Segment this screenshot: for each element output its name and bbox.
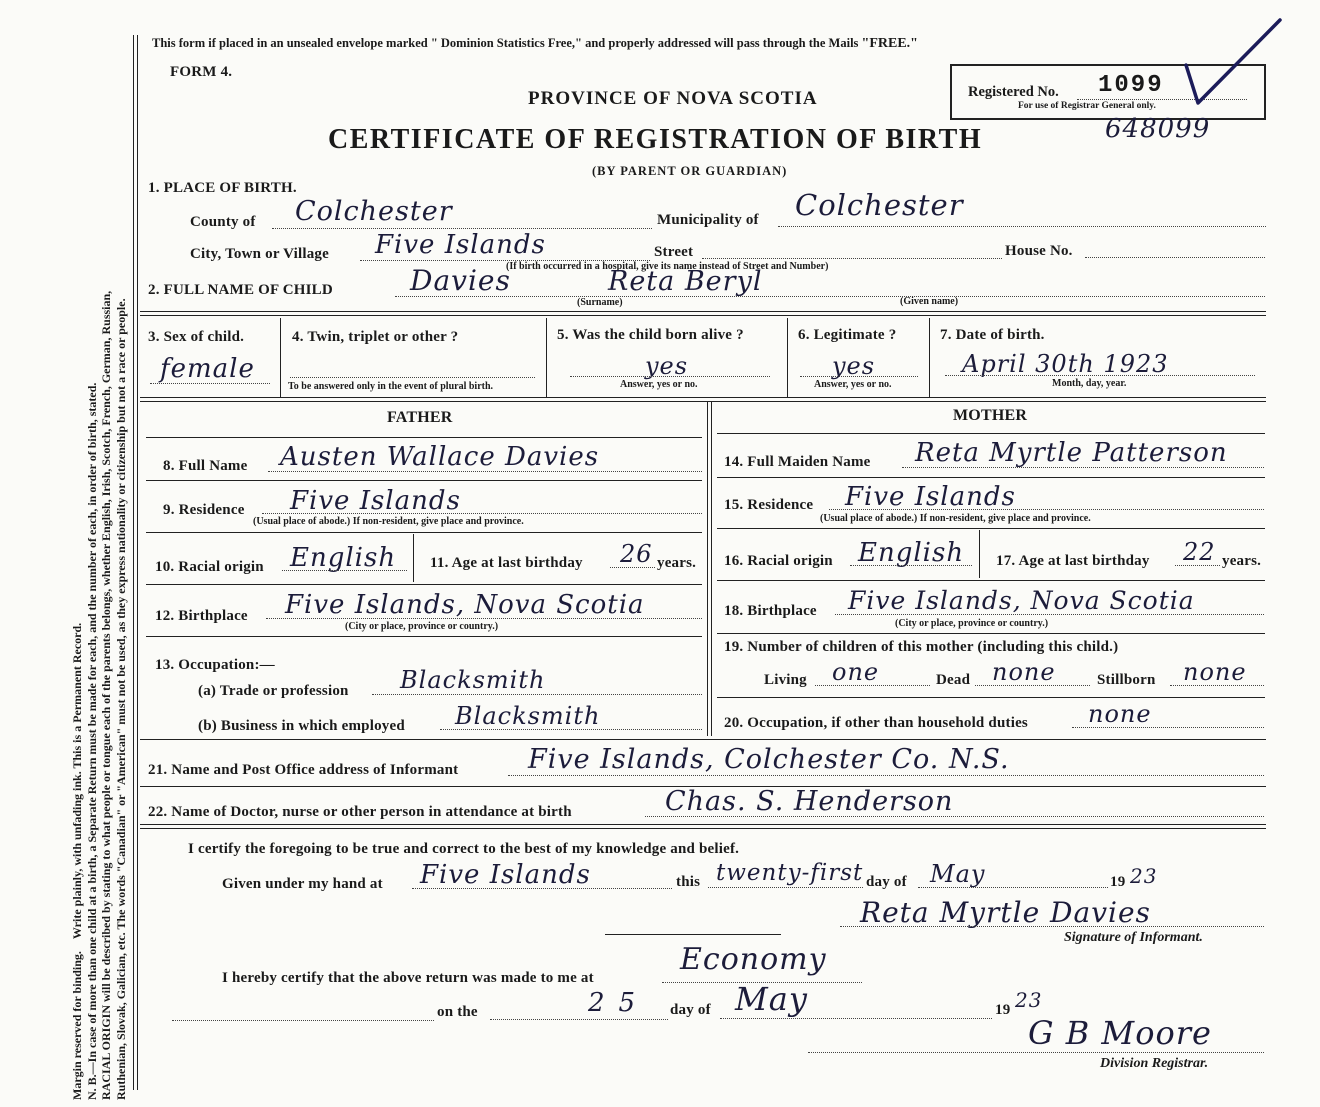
born-alive-label: 5. Was the child born alive ? [557, 327, 744, 343]
father-business-label: (b) Business in which employed [198, 718, 405, 734]
mother-heading: MOTHER [953, 407, 1028, 424]
margin-instructions [70, 291, 128, 1100]
certification-year-prefix: 19 [1110, 874, 1126, 890]
mother-residence-value: Five Islands [845, 482, 1016, 512]
registered-label: Registered No. [968, 84, 1059, 100]
registered-number: 1099 [1098, 72, 1164, 99]
house-number-label: House No. [1005, 243, 1073, 259]
mother-age-value: 22 [1183, 538, 1216, 566]
mother-name-label: 14. Full Maiden Name [724, 454, 871, 470]
street-label: Street [654, 244, 694, 260]
page-title: CERTIFICATE OF REGISTRATION OF BIRTH [328, 124, 983, 155]
child-name-label: 2. FULL NAME OF CHILD [148, 282, 333, 298]
margin-note-multiple-births: N. B.—In case of more than one child at a birth, a Separate Return must be made for each, and the number of each, in order of birth, stated. [84, 382, 99, 1100]
mail-note: This form if placed in an unsealed envelope marked " Dominion Statistics Free," and properly addressed will pass through the Mails "FREE." [152, 36, 918, 51]
given-name-caption: (Given name) [900, 296, 959, 307]
father-heading: FATHER [387, 409, 453, 426]
margin-note-racial-origin-cont: Ruthenian, Slovak, Galician, etc. The words "Canadian" or "American" must not be used, as they express nationality or citizenship but not a race or people. [113, 298, 128, 1100]
registrar-month-value: May [735, 980, 808, 1018]
date-of-birth-value: April 30th 1923 [962, 350, 1169, 378]
father-age-label: 11. Age at last birthday [430, 555, 583, 571]
doctor-value: Chas. S. Henderson [665, 786, 954, 817]
informant-value: Five Islands, Colchester Co. N.S. [528, 744, 1010, 775]
stillborn-value: none [1183, 658, 1247, 686]
municipality-label: Municipality of [657, 212, 759, 228]
father-residence-label: 9. Residence [163, 502, 245, 518]
certification-month-value: May [930, 860, 986, 888]
margin-note-racial-origin: RACIAL ORIGIN will be described by stating to what people or tongue each of the parents belongs, whether English, Irish, Scotch, French, German, Russian, [99, 290, 113, 1100]
twin-label: 4. Twin, triplet or other ? [292, 329, 459, 345]
registrar-statement: I hereby certify that the above return was made to me at [222, 970, 594, 986]
mother-birthplace-value: Five Islands, Nova Scotia [848, 586, 1195, 615]
mother-racial-origin-value: English [858, 538, 965, 568]
page-subtitle: (BY PARENT OR GUARDIAN) [592, 164, 788, 178]
dead-label: Dead [936, 672, 971, 688]
mother-children-label: 19. Number of children of this mother (including this child.) [724, 639, 1119, 655]
father-birthplace-note: (City or place, province or country.) [345, 621, 499, 632]
registrar-day-value: 25 [588, 988, 650, 1018]
registrar-on-the-label: on the [437, 1004, 478, 1020]
mother-birthplace-label: 18. Birthplace [724, 603, 817, 619]
certification-year-value: 23 [1130, 864, 1158, 888]
county-label: County of [190, 214, 256, 230]
mother-age-label: 17. Age at last birthday [996, 553, 1150, 569]
doctor-label: 22. Name of Doctor, nurse or other person in attendance at birth [148, 804, 572, 820]
father-age-unit: years. [657, 555, 697, 571]
father-business-value: Blacksmith [455, 702, 601, 730]
county-value: Colchester [295, 196, 453, 227]
living-value: one [832, 658, 880, 686]
mother-residence-label: 15. Residence [724, 497, 814, 513]
margin-note-ink: Write plainly, with unfading ink. This is a Permanent Record. [70, 622, 84, 940]
father-name-label: 8. Full Name [163, 458, 248, 474]
margin-rule [133, 35, 134, 1090]
father-racial-origin-value: English [290, 543, 397, 573]
margin-note-binding: Margin reserved for binding. [70, 951, 84, 1100]
certification-statement: I certify the foregoing to be true and correct to the best of my knowledge and belief. [188, 841, 740, 857]
registrar-day-of-label: day of [670, 1002, 711, 1018]
born-alive-value: yes [645, 352, 689, 380]
mother-occupation-value: none [1088, 700, 1152, 728]
date-of-birth-note: Month, day, year. [1052, 378, 1127, 389]
province-heading: PROVINCE OF NOVA SCOTIA [528, 88, 818, 109]
date-of-birth-label: 7. Date of birth. [940, 327, 1045, 343]
father-name-value: Austen Wallace Davies [280, 442, 600, 472]
father-residence-note: (Usual place of abode.) If non-resident, give place and province. [253, 516, 524, 527]
mother-birthplace-note: (City or place, province or country.) [895, 618, 1049, 629]
registrar-year-value: 23 [1015, 988, 1043, 1012]
father-occupation-label: 13. Occupation:— [155, 657, 275, 673]
certification-day-value: twenty-first [716, 860, 864, 886]
informant-signature-caption: Signature of Informant. [1064, 930, 1203, 945]
father-racial-origin-label: 10. Racial origin [155, 559, 264, 575]
legitimate-label: 6. Legitimate ? [798, 327, 897, 343]
born-alive-note: Answer, yes or no. [620, 379, 698, 390]
child-surname-value: Davies [410, 264, 511, 297]
twin-note: To be answered only in the event of plural birth. [288, 381, 494, 392]
city-value: Five Islands [375, 230, 546, 260]
checkmark-icon [1180, 15, 1285, 110]
surname-caption: (Surname) [577, 297, 623, 308]
place-of-birth-section: 1. PLACE OF BIRTH. [148, 180, 297, 196]
father-birthplace-label: 12. Birthplace [155, 608, 248, 624]
registrar-year-prefix: 19 [995, 1002, 1011, 1018]
legitimate-note: Answer, yes or no. [814, 379, 892, 390]
given-under-hand-label: Given under my hand at [222, 876, 383, 892]
registrar-signature: G B Moore [1028, 1014, 1212, 1052]
municipality-value: Colchester [795, 188, 964, 222]
registrar-signature-caption: Division Registrar. [1100, 1056, 1209, 1071]
registrar-place-value: Economy [680, 942, 827, 977]
stillborn-label: Stillborn [1097, 672, 1156, 688]
living-label: Living [764, 672, 807, 688]
dead-value: none [992, 658, 1056, 686]
mother-name-value: Reta Myrtle Patterson [915, 438, 1228, 468]
margin-rule-inner [137, 35, 138, 1090]
informant-signature: Reta Myrtle Davies [860, 896, 1151, 929]
registrar-use-note: For use of Registrar General only. [1018, 101, 1156, 111]
mother-residence-note: (Usual place of abode.) If non-resident, give place and province. [820, 513, 1091, 524]
mother-racial-origin-label: 16. Racial origin [724, 553, 833, 569]
informant-label: 21. Name and Post Office address of Informant [148, 762, 459, 778]
mother-age-unit: years. [1222, 553, 1262, 569]
father-birthplace-value: Five Islands, Nova Scotia [285, 590, 645, 620]
father-residence-value: Five Islands [290, 486, 461, 516]
form-number: FORM 4. [170, 64, 233, 80]
father-trade-value: Blacksmith [400, 666, 546, 694]
legitimate-value: yes [832, 352, 876, 380]
sex-label: 3. Sex of child. [148, 329, 245, 345]
stamp-number: 648099 [1105, 114, 1211, 144]
mother-occupation-label: 20. Occupation, if other than household duties [724, 715, 1028, 731]
father-age-value: 26 [620, 540, 653, 568]
child-given-name-value: Reta Beryl [608, 266, 763, 297]
father-trade-label: (a) Trade or profession [198, 683, 349, 699]
city-label: City, Town or Village [190, 246, 329, 262]
hospital-note: (If birth occurred in a hospital, give its name instead of Street and Number) [506, 261, 829, 272]
sex-value: female [160, 354, 255, 384]
this-label: this [676, 874, 701, 890]
given-place-value: Five Islands [420, 860, 591, 890]
certification-day-of-label: day of [866, 874, 907, 890]
